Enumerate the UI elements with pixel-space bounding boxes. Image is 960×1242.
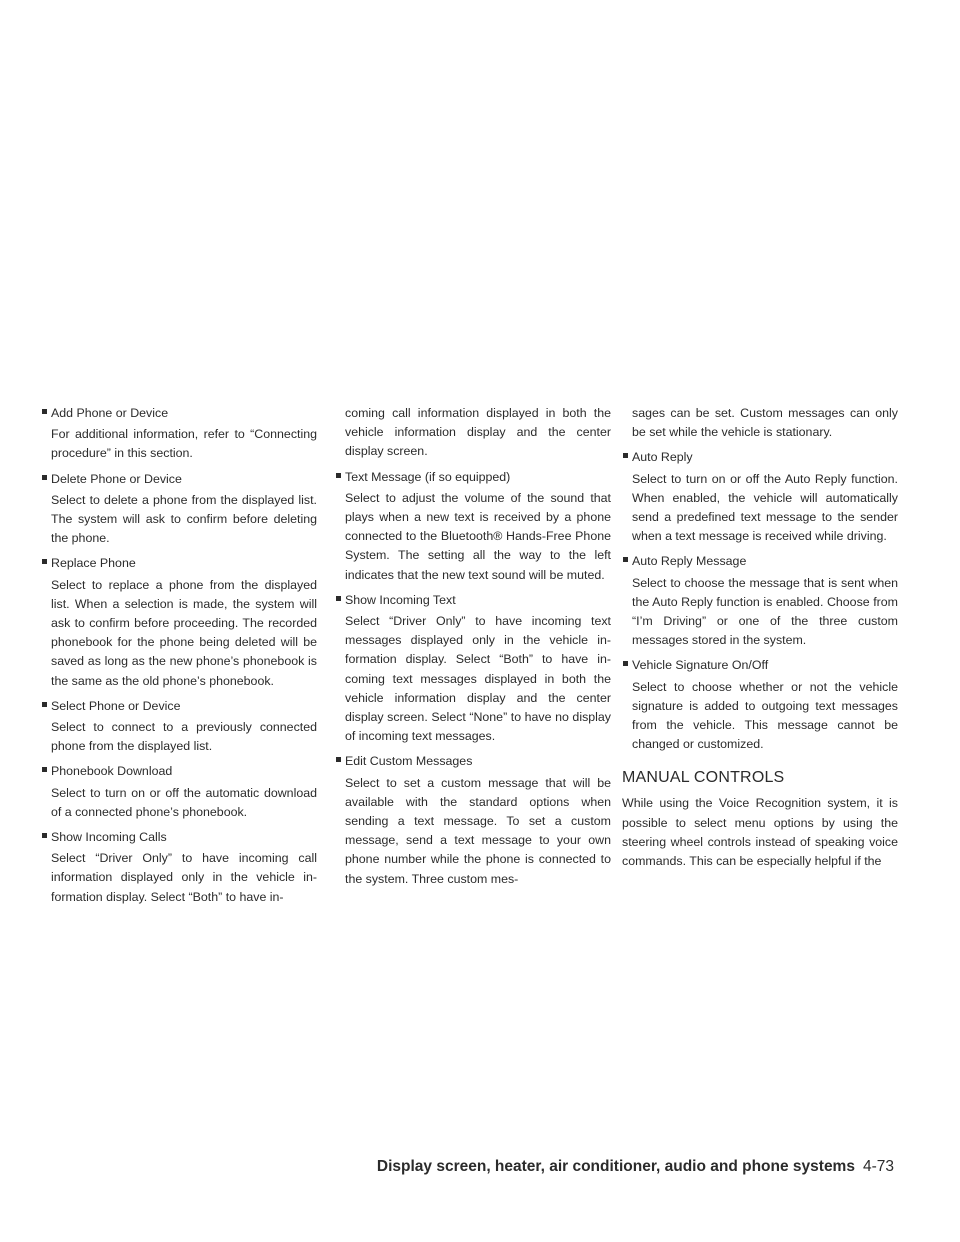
list-item	[622, 552, 898, 650]
list-item	[335, 468, 611, 585]
column-1	[41, 404, 317, 913]
item-body: Select to delete a phone from the displayed list. The system will ask to confirm before deleting the phone.	[51, 492, 317, 546]
column-3	[622, 404, 898, 871]
section-heading: MANUAL CONTROLS	[622, 769, 785, 787]
item-body: Select to choose the message that is sent when the Auto Reply function is enabled. Choose from “I’m Driving” or one of the three custom messages stored in the system.	[632, 575, 898, 648]
item-title: Show Incoming Text	[335, 591, 611, 610]
item-title: Vehicle Signature On/Off	[622, 656, 898, 675]
item-title: Auto Reply	[622, 448, 898, 467]
item-title: Edit Custom Messages	[335, 752, 611, 771]
item-title: Text Message (if so equipped)	[335, 468, 611, 487]
page-number: 4-73	[862, 1158, 894, 1175]
item-body: Select to connect to a previously connected phone from the displayed list.	[51, 720, 317, 754]
list-item	[41, 404, 317, 464]
list-item	[622, 656, 898, 754]
list-item	[41, 828, 317, 907]
column-2	[335, 404, 611, 895]
page-footer	[377, 1157, 894, 1177]
item-title: Add Phone or Device	[41, 404, 317, 423]
list-item	[41, 470, 317, 549]
item-title: Show Incoming Calls	[41, 828, 317, 847]
item-title: Delete Phone or Device	[41, 470, 317, 489]
item-title: Select Phone or Device	[41, 697, 317, 716]
item-title: Auto Reply Message	[622, 552, 898, 571]
item-body: Select to set a custom message that will be available with the standard options when sending a text message. To set a custom message, send a text message to your own phone number while the phone is connected to the system. Three custom mes-	[345, 775, 611, 886]
list-item	[335, 591, 611, 747]
section-paragraph: While using the Voice Recognition system, it is possible to select menu options by using the steering wheel controls instead of speaking voice commands. This can be especially helpful if the	[622, 796, 898, 869]
item-body: Select to replace a phone from the displayed list. When a selection is made, the system will ask to confirm before proceeding. The recorded phonebook for the phone being deleted will be saved as long as the new phone’s phonebook is the same as the old phone’s phonebook.	[51, 577, 317, 688]
item-body: Select to choose whether or not the vehicle signature is added to outgoing text messages from the vehicle. This message cannot be changed or customized.	[632, 679, 898, 752]
item-body: Select “Driver Only” to have incoming text messages displayed only in the vehicle information display. Select “Both” to have incoming text messages displayed in both the vehicle information display and the center display screen. Select “None” to have no display of incoming text messages.	[345, 614, 611, 744]
item-body: For additional information, refer to “Connecting procedure” in this section.	[51, 427, 317, 461]
continued-text: coming call information displayed in both the vehicle information display and the center display screen.	[345, 406, 611, 459]
item-body: Select “Driver Only” to have incoming call information displayed only in the vehicle information display. Select “Both” to have in-	[51, 851, 317, 904]
item-body: Select to turn on or off the Auto Reply function. When enabled, the vehicle will automatically send a predefined text message to the sender when a text message is received while driving.	[632, 471, 898, 544]
item-body: Select to turn on or off the automatic download of a connected phone’s phonebook.	[51, 785, 317, 819]
list-item	[41, 697, 317, 757]
item-title: Phonebook Download	[41, 762, 317, 781]
continued-text: sages can be set. Custom messages can only be set while the vehicle is stationary.	[632, 406, 898, 440]
list-item	[622, 448, 898, 546]
item-body: Select to adjust the volume of the sound that plays when a new text is received by a phone connected to the Bluetooth® Hands-Free Phone System. The setting all the way to the left indicates that the new text sound will be muted.	[345, 490, 611, 582]
footer-chapter-title: Display screen, heater, air conditioner, audio and phone systems	[376, 1158, 855, 1175]
list-item	[335, 752, 611, 888]
item-title: Replace Phone	[41, 554, 317, 573]
list-item	[41, 762, 317, 822]
list-item	[41, 554, 317, 690]
